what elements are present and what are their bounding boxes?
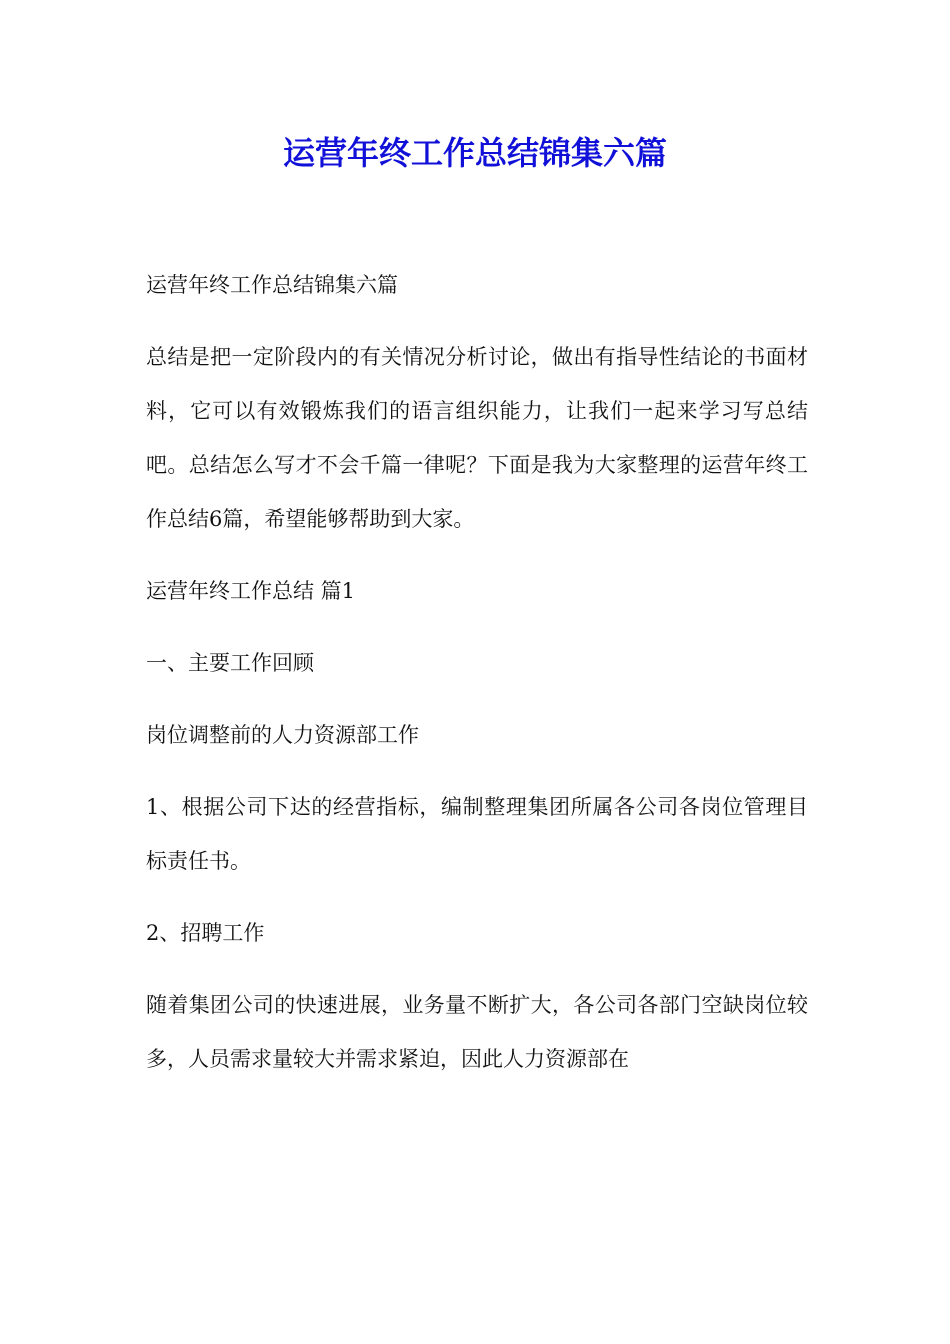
paragraph-recruiting: 随着集团公司的快速进展，业务量不断扩大，各公司各部门空缺岗位较多，人员需求量较大并需求紧迫，因此人力资源部在 — [146, 993, 808, 1071]
document-title: 运营年终工作总结锦集六篇 — [282, 134, 667, 172]
paragraph-hr-work: 岗位调整前的人力资源部工作 — [146, 723, 419, 747]
paragraph-heading-review: 一、主要工作回顾 — [146, 651, 314, 675]
paragraph-subtitle: 运营年终工作总结锦集六篇 — [146, 273, 398, 297]
document-body — [146, 258, 808, 1086]
paragraph-section-heading: 运营年终工作总结 篇1 — [146, 579, 356, 603]
paragraph-item-1: 1、根据公司下达的经营指标，编制整理集团所属各公司各岗位管理目标责任书。 — [146, 795, 808, 873]
paragraph-intro: 总结是把一定阶段内的有关情况分析讨论，做出有指导性结论的书面材料，它可以有效锻炼我们的语言组织能力，让我们一起来学习写总结吧。总结怎么写才不会千篇一律呢？下面是我为大家整理的运营年终工作总结6篇，希望能够帮助到大家。 — [146, 345, 808, 531]
paragraph-item-2: 2、招聘工作 — [146, 921, 265, 945]
